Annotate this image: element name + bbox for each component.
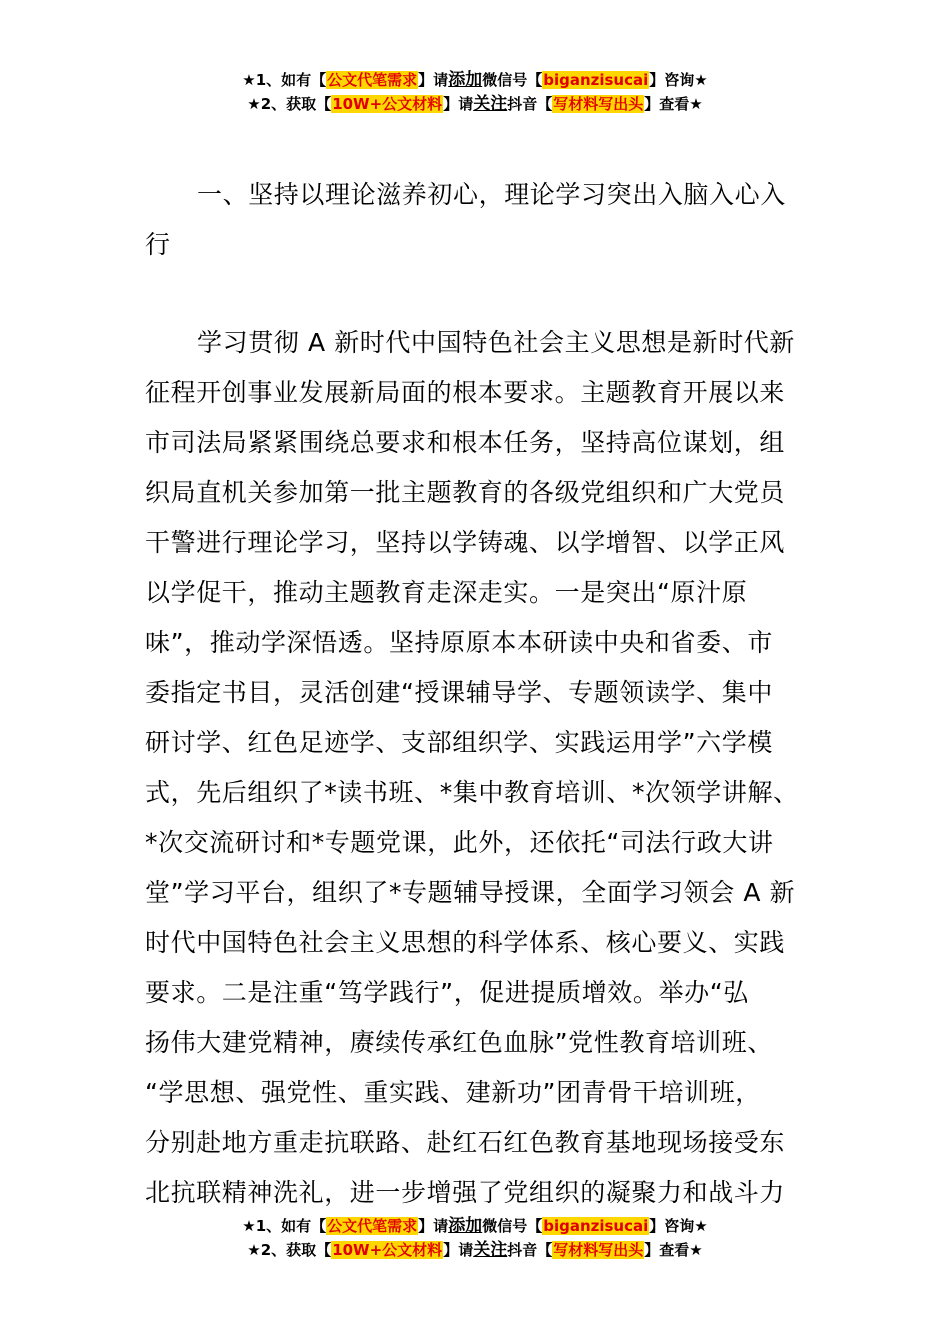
banner-text: 】咨询★ (649, 1217, 708, 1235)
paragraph-line: 北抗联精神洗礼，进一步增强了党组织的凝聚力和战斗力 (145, 1178, 786, 1207)
highlight-text: 10W+公文材料 (332, 95, 443, 113)
highlight-text: biganzisucai (543, 71, 649, 89)
paragraph-line: 研讨学、红色足迹学、支部组织学、实践运用学”六学模 (145, 728, 773, 757)
header-banner (0, 68, 950, 116)
paragraph-line: 要求。二是注重“笃学践行”，促进提质增效。举办“弘 (145, 978, 749, 1007)
highlight-text: 写材料写出头 (553, 1241, 644, 1259)
banner-line-1 (0, 1214, 950, 1238)
paragraph-line: 委指定书目，灵活创建“授课辅导学、专题领读学、集中 (145, 678, 773, 707)
underlined-text: 关注 (473, 94, 508, 114)
paragraph-line: 干警进行理论学习，坚持以学铸魂、以学增智、以学正风 (145, 528, 786, 557)
paragraph-line: 学习贯彻 A 新时代中国特色社会主义思想是新时代新 (197, 328, 795, 357)
paragraph-line: 分别赴地方重走抗联路、赴红石红色教育基地现场接受东 (145, 1128, 786, 1157)
banner-text: ★1、如有【 (242, 1217, 327, 1235)
banner-text: 】请 (418, 71, 449, 89)
underlined-text: 添加 (448, 70, 483, 90)
paragraph-line: 以学促干，推动主题教育走深走实。一是突出“原汁原 (145, 578, 748, 607)
banner-text: 】查看★ (644, 95, 703, 113)
banner-text: ★2、获取【 (247, 1241, 332, 1259)
banner-text: 】请 (418, 1217, 449, 1235)
highlight-text: 公文代笔需求 (327, 71, 418, 89)
highlight-text: 公文代笔需求 (327, 1217, 418, 1235)
paragraph-line: 市司法局紧紧围绕总要求和根本任务，坚持高位谋划，组 (145, 428, 786, 457)
banner-line-2 (0, 92, 950, 116)
paragraph-line: 扬伟大建党精神，赓续传承红色血脉”党性教育培训班、 (145, 1028, 773, 1057)
banner-text: 】查看★ (644, 1241, 703, 1259)
paragraph-line: 式，先后组织了*读书班、*集中教育培训、*次领学讲解、 (145, 778, 799, 807)
banner-text: 微信号【 (482, 1217, 543, 1235)
paragraph-line: “学思想、强党性、重实践、建新功”团青骨干培训班， (145, 1078, 761, 1107)
paragraph-line: 征程开创事业发展新局面的根本要求。主题教育开展以来 (145, 378, 786, 407)
paragraph-line: 织局直机关参加第一批主题教育的各级党组织和广大党员 (145, 478, 786, 507)
underlined-text: 关注 (473, 1240, 508, 1260)
section-heading (145, 170, 809, 270)
paragraph-line: *次交流研讨和*专题党课，此外，还依托“司法行政大讲 (145, 828, 774, 857)
paragraph-line: 堂”学习平台，组织了*专题辅导授课，全面学习领会 A 新 (145, 878, 796, 907)
highlight-text: 写材料写出头 (553, 95, 644, 113)
heading-line: 行 (145, 230, 171, 259)
footer-banner (0, 1214, 950, 1262)
underlined-text: 添加 (448, 1216, 483, 1236)
highlight-text: 10W+公文材料 (332, 1241, 443, 1259)
banner-text: 】请 (443, 95, 474, 113)
body-paragraph (145, 318, 809, 1218)
banner-text: 抖音【 (507, 95, 553, 113)
paragraph-line: 时代中国特色社会主义思想的科学体系、核心要义、实践 (145, 928, 786, 957)
banner-text: 】咨询★ (649, 71, 708, 89)
heading-line: 一、坚持以理论滋养初心，理论学习突出入脑入心入 (197, 180, 786, 209)
paragraph-line: 味”，推动学深悟透。坚持原原本本研读中央和省委、市 (145, 628, 773, 657)
banner-text: ★2、获取【 (247, 95, 332, 113)
highlight-text: biganzisucai (543, 1217, 649, 1235)
banner-text: 】请 (443, 1241, 474, 1259)
banner-text: 抖音【 (507, 1241, 553, 1259)
banner-text: ★1、如有【 (242, 71, 327, 89)
banner-line-2 (0, 1238, 950, 1262)
banner-text: 微信号【 (482, 71, 543, 89)
banner-line-1 (0, 68, 950, 92)
